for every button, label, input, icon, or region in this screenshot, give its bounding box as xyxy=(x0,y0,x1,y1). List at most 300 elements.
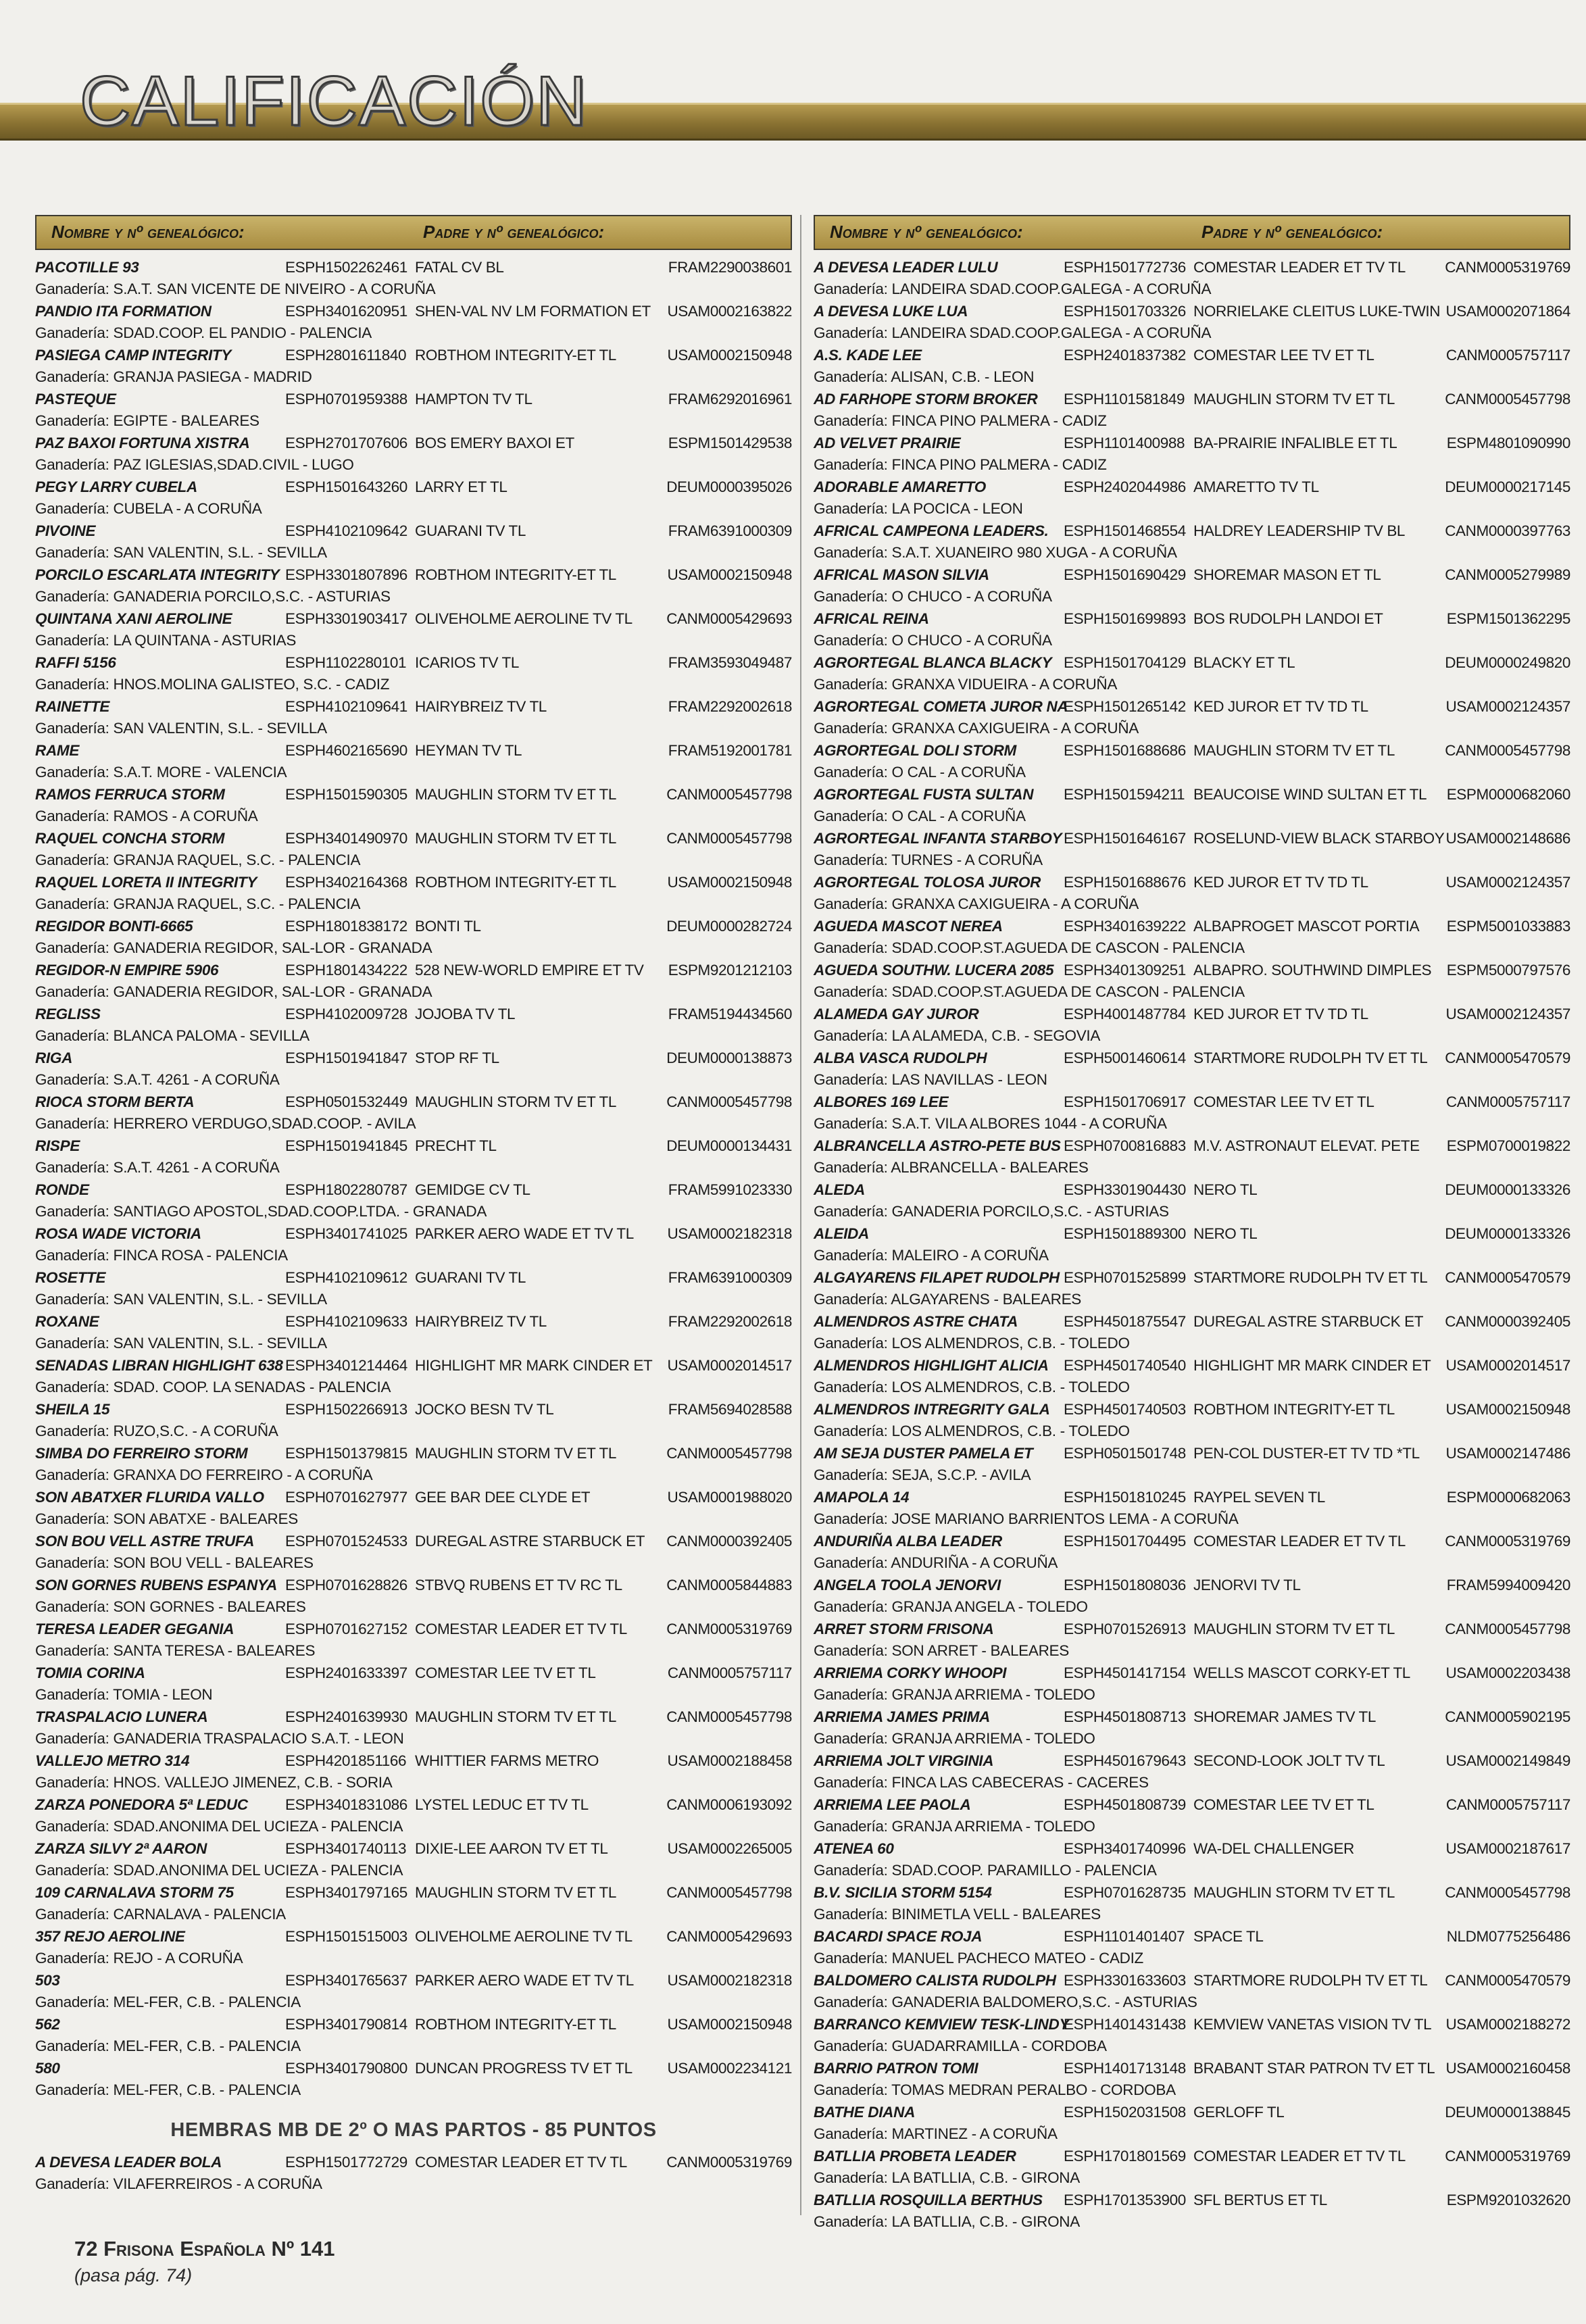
animal-entry xyxy=(35,1311,792,1355)
animal-entry xyxy=(35,1091,792,1135)
farm-name: Ganadería: GRANXA VIDUEIRA - A CORUÑA xyxy=(814,676,1118,693)
animal-name: TOMIA CORINA xyxy=(35,1664,145,1681)
animal-entry xyxy=(35,1575,792,1618)
entry-main-row xyxy=(814,2190,1570,2211)
sire-registration: DEUM0000138845 xyxy=(1445,2104,1570,2121)
animal-name: RIOCA STORM BERTA xyxy=(35,1093,195,1110)
entry-farm-row xyxy=(814,1508,1570,1530)
entry-main-row xyxy=(814,2146,1570,2167)
sire-registration: ESPM0000682060 xyxy=(1446,786,1570,803)
footer-page-info xyxy=(74,2237,335,2261)
entry-farm-row xyxy=(814,762,1570,783)
animal-name: AFRICAL MASON SILVIA xyxy=(814,566,989,583)
animal-entry xyxy=(35,1047,792,1091)
entry-farm-row xyxy=(35,322,792,344)
animal-entry xyxy=(814,2146,1570,2190)
animal-registration: ESPH1502266913 xyxy=(285,1401,407,1418)
entry-farm-row xyxy=(814,1992,1570,2013)
sire-registration: DEUM0000249820 xyxy=(1445,654,1570,671)
animal-entry xyxy=(35,652,792,696)
animal-entry xyxy=(814,520,1570,564)
animal-entry xyxy=(814,1487,1570,1531)
animal-entry xyxy=(814,432,1570,476)
animal-name: ALMENDROS ASTRE CHATA xyxy=(814,1313,1018,1330)
animal-registration: ESPH3402164368 xyxy=(285,874,407,891)
sire-registration: CANM0005429693 xyxy=(666,610,792,627)
farm-name: Ganadería: O CHUCO - A CORUÑA xyxy=(814,632,1052,649)
entry-farm-row xyxy=(35,1728,792,1750)
sire-registration: USAM0002150948 xyxy=(1445,1401,1570,1418)
animal-entry xyxy=(35,740,792,784)
animal-entry xyxy=(35,476,792,520)
entry-main-row xyxy=(814,2102,1570,2123)
animal-name: RAINETTE xyxy=(35,698,110,715)
sire-registration: ESPM1501429538 xyxy=(668,435,792,451)
entry-main-row xyxy=(814,1004,1570,1025)
entry-main-row xyxy=(814,1662,1570,1684)
entry-farm-row xyxy=(814,806,1570,827)
animal-registration: ESPH1501703326 xyxy=(1064,303,1186,320)
animal-entry xyxy=(35,1970,792,2014)
entry-farm-row xyxy=(814,1816,1570,1837)
animal-registration: ESPH1701801569 xyxy=(1064,2148,1186,2165)
animal-entry xyxy=(35,1443,792,1487)
animal-entry xyxy=(814,960,1570,1004)
farm-name: Ganadería: ANDURIÑA - A CORUÑA xyxy=(814,1554,1058,1571)
sire-name: HEYMAN TV TL xyxy=(415,742,522,759)
sire-registration: CANM0000392405 xyxy=(666,1533,792,1550)
sire-name: PARKER AERO WADE ET TV TL xyxy=(415,1972,634,1989)
sire-registration: USAM0002265005 xyxy=(667,1840,792,1857)
sire-name: RAYPEL SEVEN TL xyxy=(1193,1489,1325,1506)
animal-name: SENADAS LIBRAN HIGHLIGHT 638 xyxy=(35,1357,283,1374)
animal-registration: ESPH0701628826 xyxy=(285,1577,407,1593)
entry-farm-row xyxy=(814,1245,1570,1266)
entry-farm-row xyxy=(35,630,792,651)
entry-farm-row xyxy=(814,1069,1570,1091)
animal-name: ADORABLE AMARETTO xyxy=(814,478,986,495)
sire-registration: FRAM5194434560 xyxy=(668,1006,792,1022)
animal-entry xyxy=(814,872,1570,916)
animal-registration: ESPH3401309251 xyxy=(1064,962,1186,979)
animal-entry xyxy=(35,345,792,389)
sire-name: STARTMORE RUDOLPH TV ET TL xyxy=(1193,1049,1428,1066)
farm-name: Ganadería: MALEIRO - A CORUÑA xyxy=(814,1247,1049,1264)
left-column xyxy=(35,215,792,2196)
animal-entry xyxy=(814,1047,1570,1091)
animal-name: PAZ BAXOI FORTUNA XISTRA xyxy=(35,435,250,451)
animal-registration: ESPH4501808713 xyxy=(1064,1708,1186,1725)
right-column-header xyxy=(814,215,1570,250)
sire-name: PRECHT TL xyxy=(415,1137,497,1154)
animal-entry xyxy=(35,1487,792,1531)
animal-registration: ESPH4501740503 xyxy=(1064,1401,1186,1418)
entry-main-row xyxy=(814,608,1570,630)
sire-name: NERO TL xyxy=(1193,1225,1258,1242)
sire-name: KEMVIEW VANETAS VISION TV TL xyxy=(1193,2016,1432,2033)
entry-farm-row xyxy=(35,1860,792,1881)
entry-main-row xyxy=(814,872,1570,893)
farm-name: Ganadería: HNOS.MOLINA GALISTEO, S.C. - CADIZ xyxy=(35,676,390,693)
entry-farm-row xyxy=(35,1333,792,1354)
animal-name: AGRORTEGAL BLANCA BLACKY xyxy=(814,654,1052,671)
animal-name: SHEILA 15 xyxy=(35,1401,110,1418)
entry-main-row xyxy=(814,1443,1570,1464)
animal-entry xyxy=(814,696,1570,740)
sire-name: MAUGHLIN STORM TV ET TL xyxy=(415,830,616,847)
animal-name: SIMBA DO FERREIRO STORM xyxy=(35,1445,248,1462)
entry-main-row xyxy=(35,1662,792,1684)
entry-farm-row xyxy=(35,278,792,300)
animal-name: RAQUEL LORETA II INTEGRITY xyxy=(35,874,257,891)
animal-name: AGUEDA SOUTHW. LUCERA 2085 xyxy=(814,962,1054,979)
header-sire-label: Padre y nº genealógico: xyxy=(423,222,605,242)
animal-registration: ESPH1101400988 xyxy=(1064,435,1185,451)
animal-registration: ESPH3401214464 xyxy=(285,1357,407,1374)
entry-main-row xyxy=(35,1355,792,1377)
sire-registration: CANM0006193092 xyxy=(666,1796,792,1813)
entry-farm-row xyxy=(35,1113,792,1135)
entry-farm-row xyxy=(814,1464,1570,1486)
animal-name: RAFFI 5156 xyxy=(35,654,116,671)
entry-farm-row xyxy=(814,849,1570,871)
animal-entry xyxy=(814,1970,1570,2014)
farm-name: Ganadería: LA BATLLIA, C.B. - GIRONA xyxy=(814,2169,1080,2186)
entry-main-row xyxy=(35,916,792,937)
animal-registration: ESPH1401713148 xyxy=(1064,2060,1186,2077)
animal-registration: ESPH1501772729 xyxy=(285,2154,407,2171)
entry-main-row xyxy=(35,872,792,893)
entry-farm-row xyxy=(35,849,792,871)
entry-farm-row xyxy=(814,1904,1570,1925)
animal-registration: ESPH1501265142 xyxy=(1064,698,1186,715)
animal-registration: ESPH0701627977 xyxy=(285,1489,407,1506)
sire-name: MAUGHLIN STORM TV ET TL xyxy=(415,786,616,803)
animal-registration: ESPH3401639222 xyxy=(1064,918,1186,935)
sire-registration: CANM0005457798 xyxy=(1445,391,1570,407)
farm-name: Ganadería: MANUEL PACHECO MATEO - CADIZ xyxy=(814,1950,1143,1967)
entry-main-row xyxy=(35,520,792,542)
animal-name: REGIDOR BONTI-6665 xyxy=(35,918,193,935)
animal-entry xyxy=(35,1706,792,1750)
entry-farm-row xyxy=(814,322,1570,344)
animal-name: QUINTANA XANI AEROLINE xyxy=(35,610,232,627)
animal-registration: ESPH1501699893 xyxy=(1064,610,1186,627)
sire-name: SECOND-LOOK JOLT TV TL xyxy=(1193,1752,1385,1769)
sire-registration: FRAM5192001781 xyxy=(668,742,792,759)
animal-name: AFRICAL CAMPEONA LEADERS. xyxy=(814,522,1049,539)
animal-registration: ESPH2402044986 xyxy=(1064,478,1186,495)
animal-name: RIGA xyxy=(35,1049,73,1066)
animal-registration: ESPH4102109642 xyxy=(285,522,407,539)
sire-registration: FRAM5994009420 xyxy=(1446,1577,1570,1593)
sire-registration: USAM0002182318 xyxy=(667,1225,792,1242)
sire-registration: FRAM5694028588 xyxy=(668,1401,792,1418)
animal-entry xyxy=(814,2190,1570,2233)
animal-entry xyxy=(35,1004,792,1047)
sire-registration: FRAM5991023330 xyxy=(668,1181,792,1198)
entry-main-row xyxy=(814,960,1570,981)
animal-registration: ESPH4501875547 xyxy=(1064,1313,1186,1330)
entry-farm-row xyxy=(814,981,1570,1003)
entry-main-row xyxy=(814,1531,1570,1552)
animal-registration: ESPH1501688686 xyxy=(1064,742,1186,759)
entry-farm-row xyxy=(814,1420,1570,1442)
sire-name: ROBTHOM INTEGRITY-ET TL xyxy=(415,347,616,364)
farm-name: Ganadería: FINCA PINO PALMERA - CADIZ xyxy=(814,412,1107,429)
entry-farm-row xyxy=(814,2079,1570,2101)
sire-name: SHEN-VAL NV LM FORMATION ET xyxy=(415,303,651,320)
animal-registration: ESPH0701525899 xyxy=(1064,1269,1186,1286)
animal-entry xyxy=(814,564,1570,608)
entry-farm-row xyxy=(814,542,1570,564)
entry-farm-row xyxy=(814,2167,1570,2189)
entry-farm-row xyxy=(814,893,1570,915)
animal-entry xyxy=(35,1179,792,1223)
entry-farm-row xyxy=(35,806,792,827)
header-name-label: Nombre y nº genealógico: xyxy=(830,222,1023,242)
animal-entry xyxy=(35,301,792,345)
animal-registration: ESPH1501594211 xyxy=(1064,786,1185,803)
entry-farm-row xyxy=(35,762,792,783)
animal-name: ZARZA PONEDORA 5ª LEDUC xyxy=(35,1796,248,1813)
animal-registration: ESPH1501941847 xyxy=(285,1049,407,1066)
entry-farm-row xyxy=(35,1508,792,1530)
sire-name: COMESTAR LEADER ET TV TL xyxy=(1193,2148,1406,2165)
sire-registration: CANM0005319769 xyxy=(1445,2148,1570,2165)
animal-entry xyxy=(814,2014,1570,2058)
sire-name: HIGHLIGHT MR MARK CINDER ET xyxy=(415,1357,653,1374)
sire-name: BA-PRAIRIE INFALIBLE ET TL xyxy=(1193,435,1397,451)
entry-main-row xyxy=(35,301,792,322)
animal-name: ROXANE xyxy=(35,1313,99,1330)
issue-number: Nº 141 xyxy=(271,2237,335,2260)
sire-registration: USAM0002147486 xyxy=(1445,1445,1570,1462)
animal-entry xyxy=(35,257,792,301)
sire-name: GUARANI TV TL xyxy=(415,1269,526,1286)
farm-name: Ganadería: LANDEIRA SDAD.COOP.GALEGA - A CORUÑA xyxy=(814,324,1212,341)
sire-name: LARRY ET TL xyxy=(415,478,507,495)
animal-name: 562 xyxy=(35,2016,60,2033)
sire-registration: USAM0002124357 xyxy=(1445,698,1570,715)
entry-farm-row xyxy=(814,1860,1570,1881)
animal-entry xyxy=(814,1091,1570,1135)
sire-registration: CANM0005457798 xyxy=(666,830,792,847)
entry-farm-row xyxy=(814,630,1570,651)
sire-registration: CANM0005457798 xyxy=(666,1093,792,1110)
entry-main-row xyxy=(814,2014,1570,2035)
entry-main-row xyxy=(814,564,1570,586)
entry-farm-row xyxy=(35,410,792,432)
animal-entry xyxy=(35,2058,792,2102)
entry-main-row xyxy=(35,564,792,586)
animal-registration: ESPH1501889300 xyxy=(1064,1225,1186,1242)
entry-main-row xyxy=(35,1267,792,1289)
sire-registration: FRAM6391000309 xyxy=(668,522,792,539)
entry-main-row xyxy=(35,828,792,849)
animal-registration: ESPH1502031508 xyxy=(1064,2104,1186,2121)
farm-name: Ganadería: SAN VALENTIN, S.L. - SEVILLA xyxy=(35,1291,327,1308)
animal-registration: ESPH4602165690 xyxy=(285,742,407,759)
animal-name: BALDOMERO CALISTA RUDOLPH xyxy=(814,1972,1056,1989)
sire-name: HALDREY LEADERSHIP TV BL xyxy=(1193,522,1406,539)
entry-farm-row xyxy=(814,1201,1570,1222)
entry-main-row xyxy=(35,1926,792,1948)
entry-farm-row xyxy=(814,410,1570,432)
farm-name: Ganadería: ALGAYARENS - BALEARES xyxy=(814,1291,1082,1308)
column-divider xyxy=(800,215,801,2215)
animal-registration: ESPH1501379815 xyxy=(285,1445,407,1462)
animal-name: AGRORTEGAL TOLOSA JUROR xyxy=(814,874,1041,891)
farm-name: Ganadería: S.A.T. 4261 - A CORUÑA xyxy=(35,1071,280,1088)
animal-entry xyxy=(814,1575,1570,1618)
entry-main-row xyxy=(35,784,792,806)
entry-farm-row xyxy=(35,981,792,1003)
animal-name: SON GORNES RUBENS ESPANYA xyxy=(35,1577,277,1593)
animal-registration: ESPH2401837382 xyxy=(1064,347,1186,364)
animal-registration: ESPH5001460614 xyxy=(1064,1049,1186,1066)
animal-name: ARRET STORM FRISONA xyxy=(814,1621,994,1637)
animal-entry xyxy=(35,960,792,1004)
animal-registration: ESPH0701526913 xyxy=(1064,1621,1186,1637)
animal-name: RONDE xyxy=(35,1181,89,1198)
animal-entry xyxy=(814,1399,1570,1443)
farm-name: Ganadería: FINCA PINO PALMERA - CADIZ xyxy=(814,456,1107,473)
animal-name: ANDURIÑA ALBA LEADER xyxy=(814,1533,1002,1550)
sire-name: OLIVEHOLME AEROLINE TV TL xyxy=(415,610,633,627)
entry-main-row xyxy=(35,1618,792,1640)
entry-main-row xyxy=(814,345,1570,366)
entry-farm-row xyxy=(35,2079,792,2101)
animal-name: RAME xyxy=(35,742,80,759)
entry-main-row xyxy=(814,828,1570,849)
entry-farm-row xyxy=(35,1025,792,1047)
animal-name: PANDIO ITA FORMATION xyxy=(35,303,212,320)
sire-name: COMESTAR LEE TV ET TL xyxy=(1193,1796,1374,1813)
farm-name: Ganadería: TOMIA - LEON xyxy=(35,1686,213,1703)
animal-entry xyxy=(814,916,1570,960)
animal-entry xyxy=(814,2058,1570,2102)
farm-name: Ganadería: GRANJA ANGELA - TOLEDO xyxy=(814,1598,1088,1615)
entry-farm-row xyxy=(35,1201,792,1222)
animal-entry xyxy=(814,1838,1570,1882)
entry-farm-row xyxy=(814,498,1570,520)
sire-name: MAUGHLIN STORM TV ET TL xyxy=(415,1445,616,1462)
sire-name: COMESTAR LEE TV ET TL xyxy=(415,1664,596,1681)
sire-name: GERLOFF TL xyxy=(1193,2104,1285,2121)
sire-registration: DEUM0000217145 xyxy=(1445,478,1570,495)
animal-registration: ESPH1101401407 xyxy=(1064,1928,1185,1945)
sire-name: JOJOBA TV TL xyxy=(415,1006,516,1022)
animal-entry xyxy=(35,520,792,564)
animal-registration: ESPH4102109641 xyxy=(285,698,407,715)
farm-name: Ganadería: SANTA TERESA - BALEARES xyxy=(35,1642,316,1659)
animal-registration: ESPH1501590305 xyxy=(285,786,407,803)
farm-name: Ganadería: GRANXA CAXIGUEIRA - A CORUÑA xyxy=(814,895,1139,912)
entry-main-row xyxy=(814,1882,1570,1904)
farm-name: Ganadería: LA QUINTANA - ASTURIAS xyxy=(35,632,297,649)
animal-name: REGLISS xyxy=(35,1006,101,1022)
farm-name: Ganadería: SON ABATXE - BALEARES xyxy=(35,1510,298,1527)
farm-name: Ganadería: MARTINEZ - A CORUÑA xyxy=(814,2125,1058,2142)
entry-main-row xyxy=(814,1091,1570,1113)
sire-name: HAMPTON TV TL xyxy=(415,391,532,407)
sire-registration: CANM0005470579 xyxy=(1445,1269,1570,1286)
farm-name: Ganadería: JOSE MARIANO BARRIENTOS LEMA - A CORUÑA xyxy=(814,1510,1239,1527)
farm-name: Ganadería: BLANCA PALOMA - SEVILLA xyxy=(35,1027,309,1044)
entry-farm-row xyxy=(35,498,792,520)
entry-main-row xyxy=(35,1838,792,1860)
animal-entry xyxy=(814,345,1570,389)
animal-name: ALAMEDA GAY JUROR xyxy=(814,1006,979,1022)
sire-name: BEAUCOISE WIND SULTAN ET TL xyxy=(1193,786,1427,803)
animal-entry xyxy=(814,389,1570,432)
sire-registration: FRAM2290038601 xyxy=(668,259,792,276)
entry-main-row xyxy=(814,1487,1570,1508)
entry-main-row xyxy=(35,432,792,454)
sire-registration: CANM0005457798 xyxy=(1445,1884,1570,1901)
animal-registration: ESPH4501808739 xyxy=(1064,1796,1186,1813)
entry-main-row xyxy=(35,476,792,498)
page-title: CALIFICACIÓN xyxy=(80,62,589,141)
animal-entry xyxy=(35,1794,792,1838)
animal-registration: ESPH4102109633 xyxy=(285,1313,407,1330)
section-heading: HEMBRAS MB DE 2º O MAS PARTOS - 85 PUNTOS xyxy=(170,2119,657,2141)
animal-name: ARRIEMA JOLT VIRGINIA xyxy=(814,1752,994,1769)
farm-name: Ganadería: HNOS. VALLEJO JIMENEZ, C.B. - SORIA xyxy=(35,1774,393,1791)
sire-registration: CANM0005457798 xyxy=(666,1708,792,1725)
sire-registration: FRAM6391000309 xyxy=(668,1269,792,1286)
page-number: 72 xyxy=(74,2237,98,2260)
entry-main-row xyxy=(814,1355,1570,1377)
sire-name: MAUGHLIN STORM TV ET TL xyxy=(1193,1621,1395,1637)
animal-entry xyxy=(35,1618,792,1662)
entry-farm-row xyxy=(35,1772,792,1794)
animal-name: AGUEDA MASCOT NEREA xyxy=(814,918,1003,935)
entry-main-row xyxy=(814,1223,1570,1245)
farm-name: Ganadería: SDAD.COOP.ST.AGUEDA DE CASCON - PALENCIA xyxy=(814,939,1245,956)
entry-farm-row xyxy=(35,366,792,388)
sire-name: BRABANT STAR PATRON TV ET TL xyxy=(1193,2060,1435,2077)
sire-registration: CANM0005844883 xyxy=(666,1577,792,1593)
animal-registration: ESPH4001487784 xyxy=(1064,1006,1186,1022)
farm-name: Ganadería: SON GORNES - BALEARES xyxy=(35,1598,306,1615)
animal-registration: ESPH1501772736 xyxy=(1064,259,1186,276)
animal-name: ALEIDA xyxy=(814,1225,869,1242)
entry-farm-row xyxy=(35,1377,792,1398)
entry-main-row xyxy=(35,1575,792,1596)
sire-name: BONTI TL xyxy=(415,918,481,935)
sire-registration: CANM0005470579 xyxy=(1445,1972,1570,1989)
entry-farm-row xyxy=(35,893,792,915)
sire-registration: CANM0005279989 xyxy=(1445,566,1570,583)
farm-name: Ganadería: SAN VALENTIN, S.L. - SEVILLA xyxy=(35,544,327,561)
entry-main-row xyxy=(35,960,792,981)
farm-name: Ganadería: BINIMETLA VELL - BALEARES xyxy=(814,1906,1101,1923)
animal-name: PORCILO ESCARLATA INTEGRITY xyxy=(35,566,280,583)
animal-entry xyxy=(814,1355,1570,1399)
sire-registration: ESPM4801090990 xyxy=(1446,435,1570,451)
animal-registration: ESPH3401831086 xyxy=(285,1796,407,1813)
animal-name: TRASPALACIO LUNERA xyxy=(35,1708,208,1725)
animal-name: A.S. KADE LEE xyxy=(814,347,922,364)
sire-registration: USAM0002234121 xyxy=(667,2060,792,2077)
animal-name: ALBRANCELLA ASTRO-PETE BUS xyxy=(814,1137,1061,1154)
sire-name: ROBTHOM INTEGRITY-ET TL xyxy=(415,2016,616,2033)
sire-registration: DEUM0000138873 xyxy=(666,1049,792,1066)
sire-registration: CANM0005757117 xyxy=(667,1664,792,1681)
entry-main-row xyxy=(35,1004,792,1025)
